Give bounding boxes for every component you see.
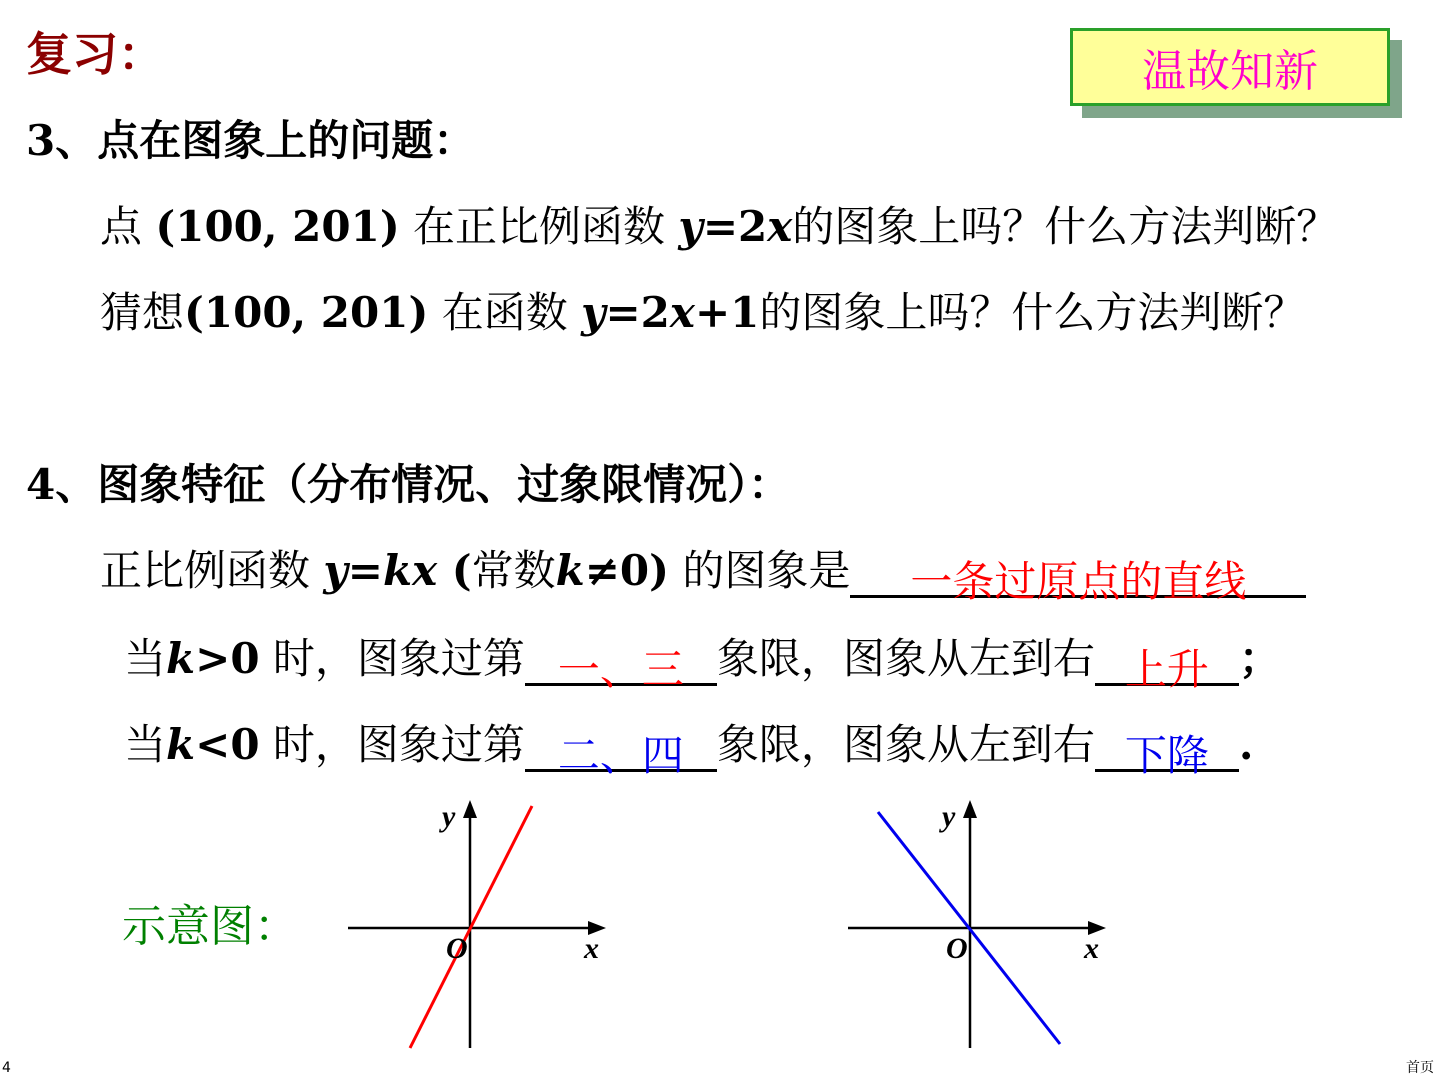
not-zero: ≠0) bbox=[584, 546, 670, 595]
trend-blank[interactable]: 下降 bbox=[1095, 723, 1239, 772]
var-y: y bbox=[678, 202, 703, 251]
var-k: k bbox=[166, 634, 196, 683]
equals: = bbox=[347, 546, 383, 595]
point-coords: (100, 201) bbox=[184, 288, 429, 337]
text: 当 bbox=[124, 634, 167, 683]
text: 在函数 bbox=[428, 288, 582, 337]
section4-heading: 4、图象特征（分布情况、过象限情况）： bbox=[26, 460, 791, 509]
paren-open: ( bbox=[437, 546, 472, 595]
page-number: 4 bbox=[2, 1060, 11, 1076]
section3-line2 bbox=[100, 280, 1305, 340]
diagram-label: 示意图： bbox=[122, 901, 298, 952]
text: 象限，图象从左到右 bbox=[716, 634, 1095, 683]
text: 的图象是 bbox=[669, 546, 851, 595]
section4-line1 bbox=[100, 538, 1306, 606]
origin-label: O bbox=[946, 932, 968, 965]
point-coords: (100, 201) bbox=[155, 202, 400, 251]
text: 常数 bbox=[471, 546, 556, 595]
var-k: k bbox=[555, 546, 585, 595]
text: 时，图象过第 bbox=[259, 634, 525, 683]
x-axis-label: x bbox=[584, 932, 599, 965]
text: 的图象上吗？什么方法判断？ bbox=[759, 288, 1306, 337]
quadrant-blank[interactable]: 一、三 bbox=[525, 637, 717, 686]
text: 猜想 bbox=[100, 288, 185, 337]
var-x: x bbox=[767, 202, 793, 251]
plus-1: +1 bbox=[694, 288, 760, 337]
text: 的图象上吗？什么方法判断？ bbox=[792, 202, 1339, 251]
var-x: x bbox=[669, 288, 695, 337]
quadrant-blank[interactable]: 二、四 bbox=[525, 723, 717, 772]
var-kx: kx bbox=[382, 546, 438, 595]
graph-negative-k bbox=[840, 790, 1120, 1060]
trend-blank[interactable]: 上升 bbox=[1095, 637, 1239, 686]
var-k: k bbox=[166, 720, 196, 769]
punct: ； bbox=[1238, 634, 1281, 683]
section4-line3 bbox=[124, 712, 1254, 780]
condition: >0 bbox=[195, 634, 260, 683]
text: 在正比例函数 bbox=[399, 202, 679, 251]
y-axis-label: y bbox=[942, 800, 956, 833]
text: 点 bbox=[100, 202, 156, 251]
y-axis-arrow-icon bbox=[963, 800, 977, 818]
equals-2: =2 bbox=[605, 288, 670, 337]
var-y: y bbox=[323, 546, 348, 595]
home-link[interactable]: 首页 bbox=[1406, 1060, 1434, 1076]
var-y: y bbox=[581, 288, 606, 337]
condition: <0 bbox=[195, 720, 260, 769]
review-badge[interactable]: 温故知新 bbox=[1070, 28, 1390, 106]
section4-line2 bbox=[124, 626, 1281, 694]
answer-blank[interactable]: 一条过原点的直线 bbox=[850, 549, 1306, 598]
text: 当 bbox=[124, 720, 167, 769]
section3-heading: 3、点在图象上的问题： bbox=[26, 116, 476, 165]
equals-2: =2 bbox=[702, 202, 768, 251]
x-axis-label: x bbox=[1084, 932, 1099, 965]
text: 正比例函数 bbox=[100, 546, 324, 595]
text: 时，图象过第 bbox=[259, 720, 525, 769]
punct: . bbox=[1238, 720, 1254, 769]
text: 象限，图象从左到右 bbox=[716, 720, 1095, 769]
section3-line1 bbox=[100, 194, 1338, 254]
y-axis-arrow-icon bbox=[463, 800, 477, 818]
y-axis-label: y bbox=[442, 800, 456, 833]
origin-label: O bbox=[446, 932, 468, 965]
graph-positive-k bbox=[340, 790, 620, 1060]
page-title: 复习： bbox=[26, 27, 164, 81]
